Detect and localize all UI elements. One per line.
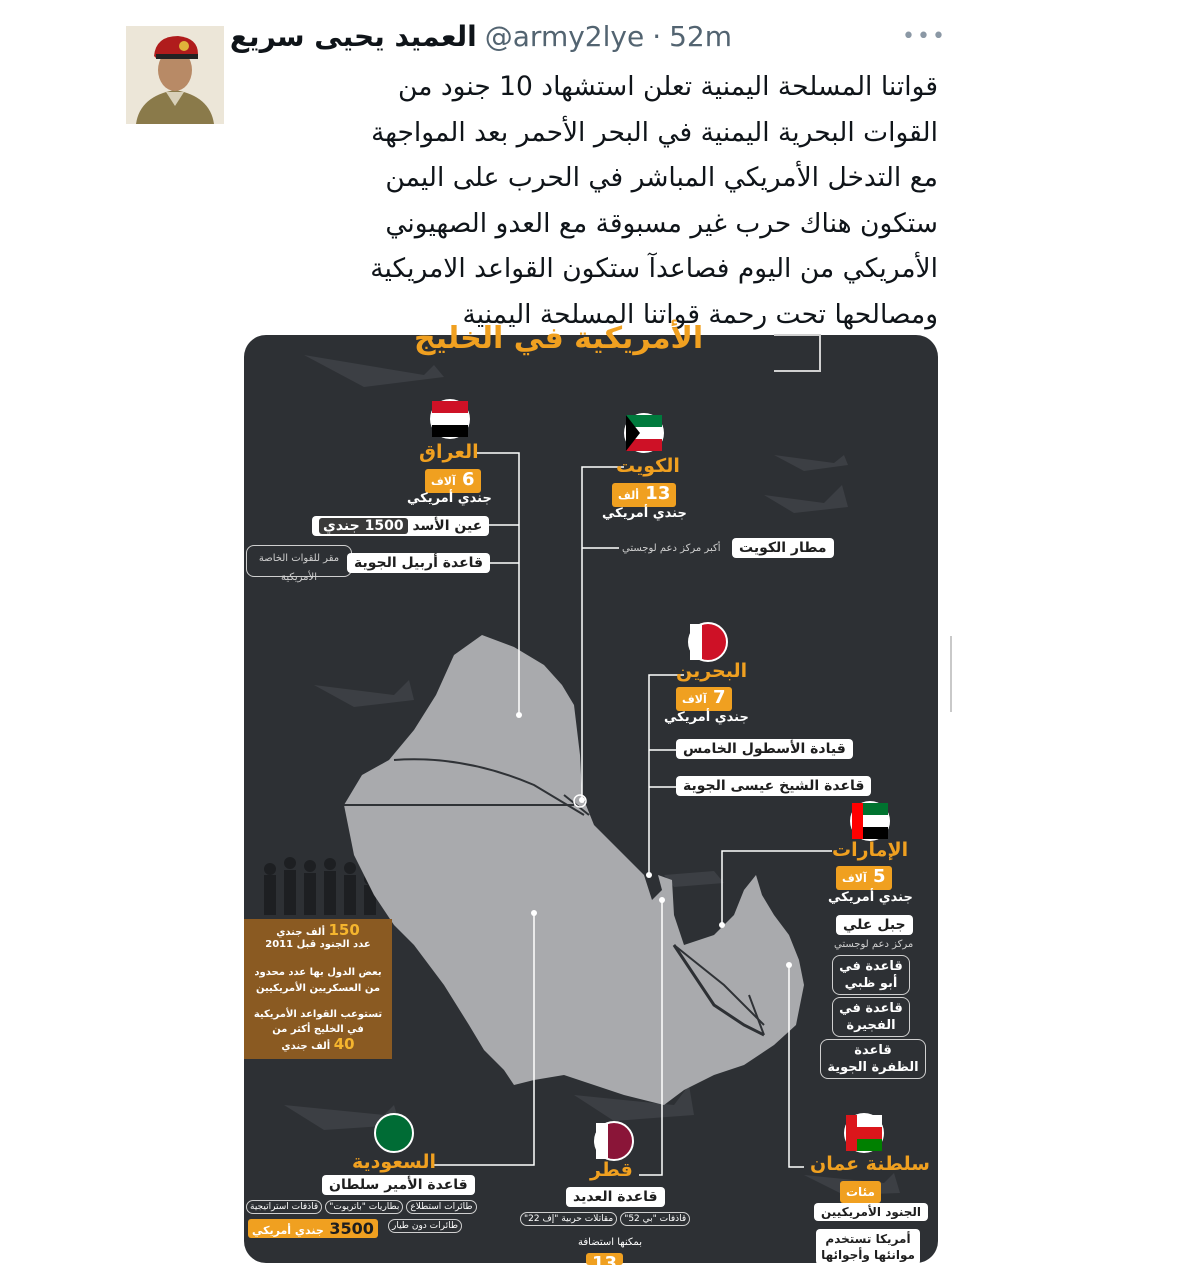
iraq-soldiers: جندي أمريكي [407, 491, 492, 506]
bahrain-soldiers: جندي أمريكي [664, 710, 749, 725]
infographic-title: الأمريكية في الخليج [414, 321, 704, 356]
kuwait-soldiers: جندي أمريكي [602, 506, 687, 521]
arabian-peninsula-shape [344, 635, 804, 1105]
bahrain-count-unit: آلاف [682, 693, 707, 706]
oman-note-line2: موانئها وأجوائها [821, 1248, 915, 1262]
oman-label: سلطنة عمان [810, 1153, 930, 1175]
timestamp[interactable]: 52m [669, 20, 732, 53]
summary-count3-unit: ألف جندي [281, 1041, 331, 1052]
uae-base2-line2: أبو ظبي [844, 976, 898, 991]
iraq-base2-note: مقر للقوات الخاصة الأمريكية [258, 553, 340, 583]
uae-base3-line2: الفجيرة [846, 1018, 896, 1033]
kuwait-count-value: 13 [645, 483, 671, 504]
uae-count-value: 5 [873, 866, 886, 887]
summary-count1-unit: ألف جندي [276, 927, 325, 938]
summary-count3: 40 [333, 1035, 355, 1053]
tweet-text-line: الأمريكي من اليوم فصاعدآ ستكون القواعد الامريكية [370, 253, 938, 284]
qatar-equipment [520, 1212, 690, 1226]
oman-soldiers: الجنود الأمريكيين [814, 1203, 928, 1221]
qatar-item3: بمكنها استضافة [578, 1237, 642, 1248]
summary-note2-line2: من العسكريين الأمريكيين [255, 983, 381, 994]
bahrain-count-value: 7 [713, 687, 726, 708]
iraq-label: العراق [419, 441, 479, 463]
iraq-base1-count: 1500 جندي [319, 518, 408, 534]
iraq-base2-note-box [246, 545, 352, 583]
bahrain-flag-icon [688, 622, 728, 662]
iraq-count-unit: آلاف [431, 475, 456, 488]
tweet-image[interactable] [244, 321, 938, 1274]
iraq-count-value: 6 [462, 469, 475, 490]
saudi-item2: بطاريات "باتريوت" [325, 1200, 403, 1214]
saudi-equipment [246, 1200, 477, 1214]
saudi-label: السعودية [352, 1151, 437, 1173]
more-icon[interactable]: ••• [902, 24, 947, 49]
summary-count1-note: عدد الجنود قبل 2011 [265, 939, 371, 950]
qatar-item1: قاذفات "بي 52" [620, 1212, 690, 1226]
saudi-item4-box [388, 1221, 462, 1231]
uae-base-dhafra [820, 1039, 926, 1079]
saudi-base-prince-sultan: قاعدة الأمير سلطان [322, 1175, 475, 1195]
uae-count-unit: آلاف [842, 872, 867, 885]
bahrain-base-fifth-fleet: قيادة الأسطول الخامس [676, 739, 853, 759]
avatar[interactable] [126, 26, 224, 124]
kuwait-base-note: أكبر مركز دعم لوجستي [622, 543, 721, 554]
summary-box-3 [244, 1005, 392, 1059]
summary-note2-line1: بعض الدول بها عدد محدود [254, 967, 382, 978]
tweet-text-line: قواتنا المسلحة اليمنية تعلن استشهاد 10 جنود من [398, 71, 938, 102]
scrollbar[interactable] [950, 636, 952, 712]
tweet-text [258, 64, 938, 337]
iraq-flag-icon [430, 399, 470, 439]
gulf-map [244, 335, 938, 1263]
kuwait-base-airport: مطار الكويت [732, 538, 834, 558]
qatar-label: قطر [590, 1159, 633, 1181]
oman-flag-icon [844, 1113, 884, 1153]
uae-base4-line1: قاعدة [854, 1043, 892, 1058]
saudi-count-value: 3500 [329, 1219, 374, 1238]
tweet-text-line: ومصالحها تحت رحمة قواتنا المسلحة اليمنية [462, 298, 938, 330]
uae-base4-line2: الظفرة الجوية [827, 1060, 919, 1075]
bahrain-count [676, 687, 732, 711]
tweet-text-line: القوات البحرية اليمنية في البحر الأحمر بعد المواجهة [371, 116, 938, 148]
uae-base-abu-dhabi [832, 955, 910, 995]
summary-note3-line2: في الخليج أكثر من [272, 1024, 364, 1035]
separator-dot: · [652, 20, 662, 53]
bahrain-base-isa: قاعدة الشيخ عيسى الجوية [676, 776, 871, 796]
uae-label: الإمارات [832, 839, 909, 861]
summary-box-2 [244, 961, 392, 1007]
iraq-base1-name: عين الأسد [412, 518, 483, 534]
oman-note [816, 1229, 920, 1265]
saudi-flag-icon [374, 1113, 414, 1153]
saudi-item1: طائرات استطلاع [406, 1200, 476, 1214]
uae-base3-line1: قاعدة في [839, 1001, 903, 1016]
kuwait-count [612, 483, 676, 507]
author-handle[interactable]: @army2lye [484, 20, 645, 53]
kuwait-count-unit: ألف [618, 489, 640, 502]
uae-soldiers: جندي أمريكي [828, 890, 913, 905]
uae-base2-line1: قاعدة في [839, 959, 903, 974]
saudi-soldier-count [248, 1219, 378, 1238]
saudi-count-unit: جندي أمريكي [252, 1224, 324, 1237]
bahrain-label: البحرين [676, 660, 748, 682]
kuwait-flag-icon [624, 413, 664, 453]
iraq-base-erbil: قاعدة أربيل الجوية [347, 553, 490, 573]
oman-count: مئات [840, 1181, 881, 1203]
saudi-item4: طائرات دون طيار [388, 1219, 462, 1233]
iraq-count [425, 469, 481, 493]
uae-base-fujairah [832, 997, 910, 1037]
saudi-item3: قاذفات استراتيجية [246, 1200, 322, 1214]
summary-count1: 150 [328, 921, 360, 939]
uae-base-jebel-ali: جبل علي [836, 915, 913, 935]
summary-note3-line1: تستوعب القواعد الأمريكية [253, 1009, 383, 1020]
uae-count [836, 866, 892, 890]
qatar-flag-icon [594, 1121, 634, 1161]
qatar-count-partial: 13 [586, 1253, 623, 1265]
kuwait-label: الكويت [616, 455, 680, 477]
tweet-text-line: مع التدخل الأمريكي المباشر في الحرب على اليمن [385, 162, 938, 193]
iraq-base-ain-al-asad [312, 516, 489, 536]
qatar-item2: مقاتلات حربية "إف 22" [520, 1212, 617, 1226]
qatar-base-al-udeid: قاعدة العديد [566, 1187, 665, 1207]
author-name[interactable]: العميد يحيى سريع [229, 20, 477, 53]
uae-base-jebel-ali-note: مركز دعم لوجستي [834, 939, 914, 950]
tweet-text-line: ستكون هناك حرب غير مسبوقة مع العدو الصهيوني [385, 207, 938, 239]
summary-box-1 [244, 919, 392, 961]
oman-note-line1: أمريكا تستخدم [825, 1232, 911, 1246]
uae-flag-icon [850, 801, 890, 841]
